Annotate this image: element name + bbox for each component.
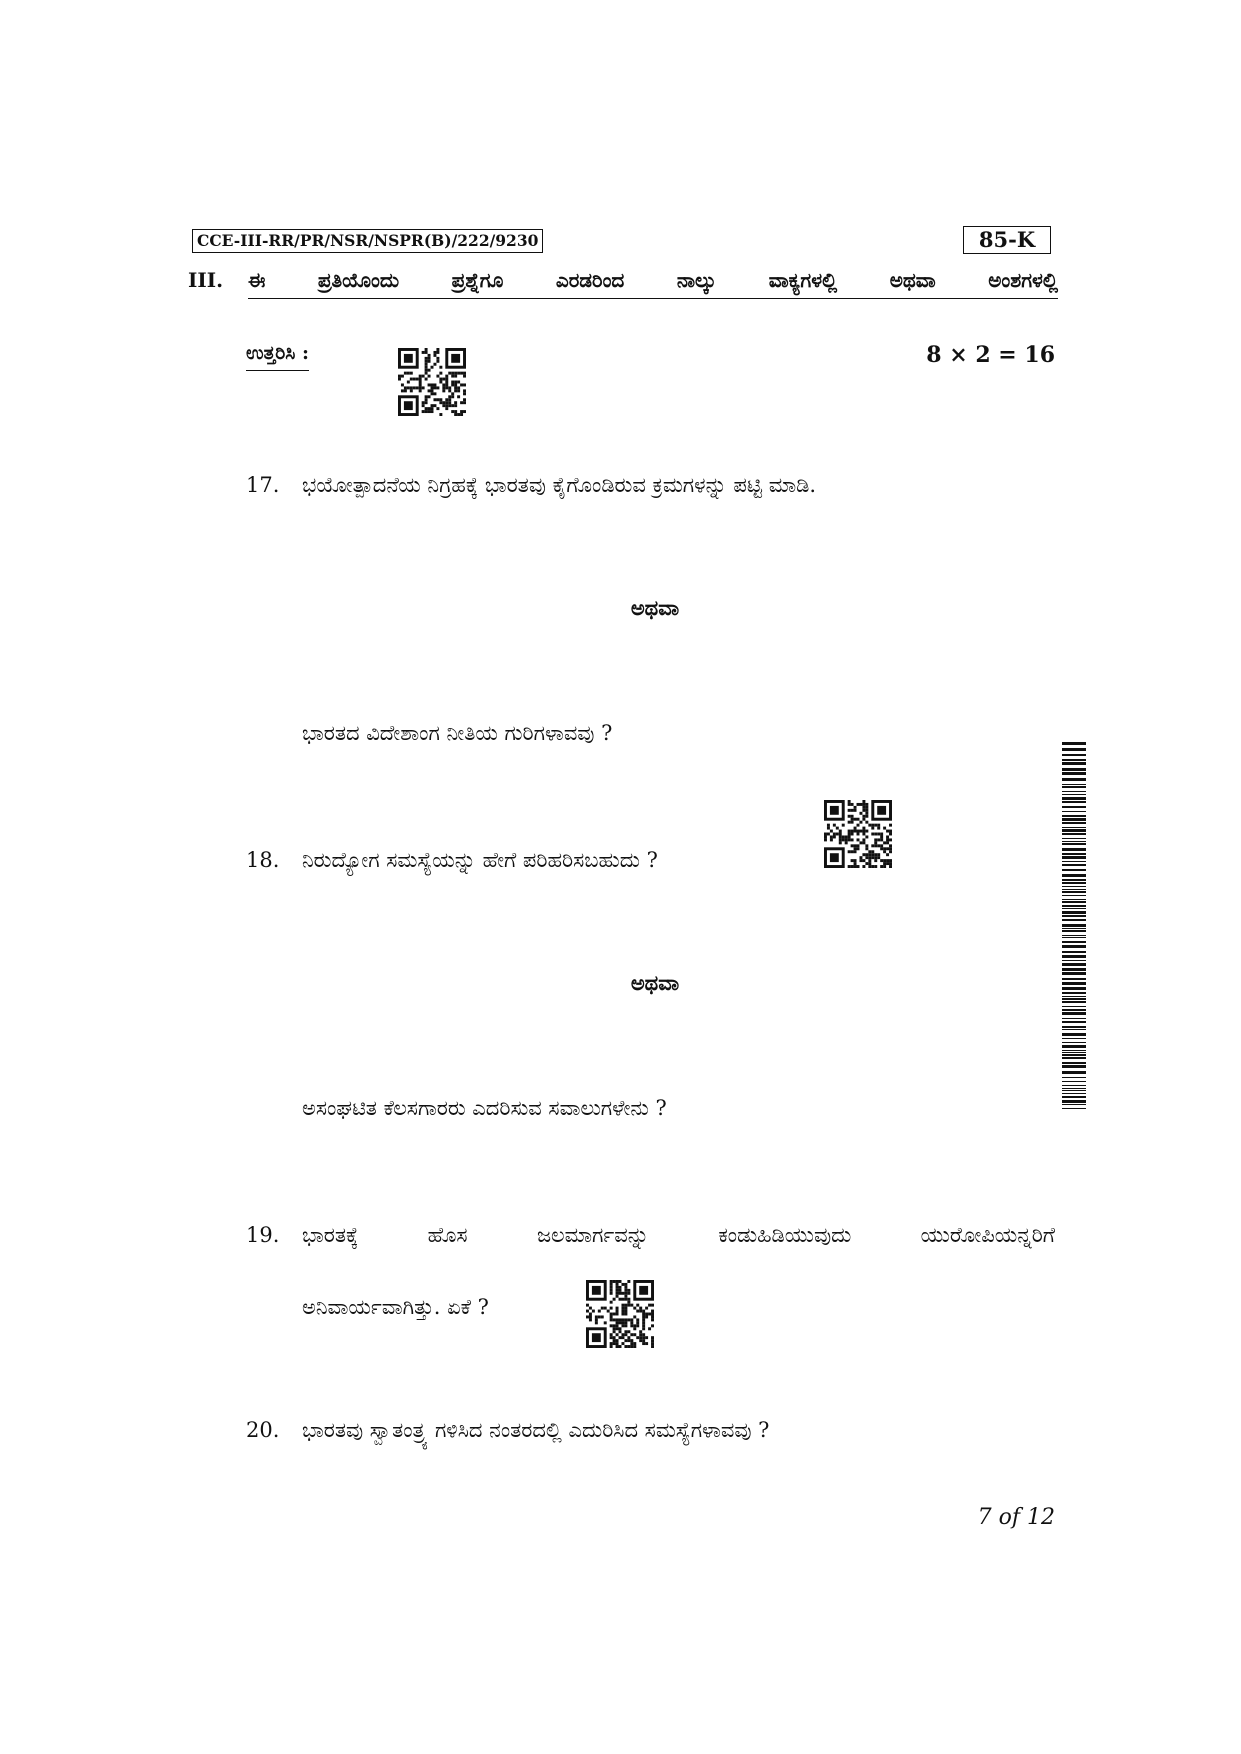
page-number: 7 of 12: [977, 1505, 1055, 1530]
question-17-text: ಭಯೋತ್ಪಾದನೆಯ ನಿಗ್ರಹಕ್ಕೆ ಭಾರತವು ಕೈಗೊಂಡಿರುವ ಕ್ರಮಗಳನ್ನು ಪಟ್ಟಿ ಮಾಡಿ.: [302, 473, 817, 497]
section-instruction: ಈ ಪ್ರತಿಯೊಂದು ಪ್ರಶ್ನೆಗೂ ಎರಡರಿಂದ ನಾಲ್ಕು ವಾಕ್ಯಗಳಲ್ಲಿ ಅಥವಾ ಅಂಶಗಳಲ್ಲಿ: [248, 268, 1058, 299]
question-paper-code: CCE-III-RR/PR/NSR/NSPR(B)/222/9230: [192, 229, 543, 253]
section-number: III.: [188, 268, 224, 292]
question-19-text-line2: ಅನಿವಾರ್ಯವಾಗಿತ್ತು. ಏಕೆ ?: [302, 1295, 489, 1319]
paper-number-box: 85-K: [963, 226, 1051, 254]
question-20-text: ಭಾರತವು ಸ್ವಾತಂತ್ರ್ಯ ಗಳಿಸಿದ ನಂತರದಲ್ಲಿ ಎದುರಿಸಿದ ಸಮಸ್ಯೆಗಳಾವವು ?: [302, 1418, 770, 1442]
qr-code-icon: [398, 348, 466, 416]
question-17-alternative: ಭಾರತದ ವಿದೇಶಾಂಗ ನೀತಿಯ ಗುರಿಗಳಾವವು ?: [302, 721, 613, 745]
question-19-text-line1: ಭಾರತಕ್ಕೆ ಹೊಸ ಜಲಮಾರ್ಗವನ್ನು ಕಂಡುಹಿಡಿಯುವುದು ಯುರೋಪಿಯನ್ನರಿಗೆ: [302, 1223, 1055, 1247]
qr-code-icon: [824, 800, 892, 868]
question-18-text: ನಿರುದ್ಯೋಗ ಸಮಸ್ಯೆಯನ್ನು ಹೇಗೆ ಪರಿಹರಿಸಬಹುದು ?: [302, 848, 658, 872]
question-17-or-label: ಅಥವಾ: [630, 595, 680, 620]
qr-code-icon: [586, 1280, 654, 1348]
answer-instruction: ಉತ್ತರಿಸಿ :: [246, 342, 309, 371]
section-marks: 8 × 2 = 16: [926, 342, 1055, 368]
question-18-alternative: ಅಸಂಘಟಿತ ಕೆಲಸಗಾರರು ಎದರಿಸುವ ಸವಾಲುಗಳೇನು ?: [302, 1096, 667, 1120]
question-18-number: 18.: [246, 848, 280, 872]
question-20-number: 20.: [246, 1418, 280, 1442]
question-17-number: 17.: [246, 473, 280, 497]
barcode-icon: [1062, 742, 1086, 1112]
question-18-or-label: ಅಥವಾ: [630, 970, 680, 995]
question-19-number: 19.: [246, 1223, 280, 1247]
section-heading: [188, 268, 1058, 308]
